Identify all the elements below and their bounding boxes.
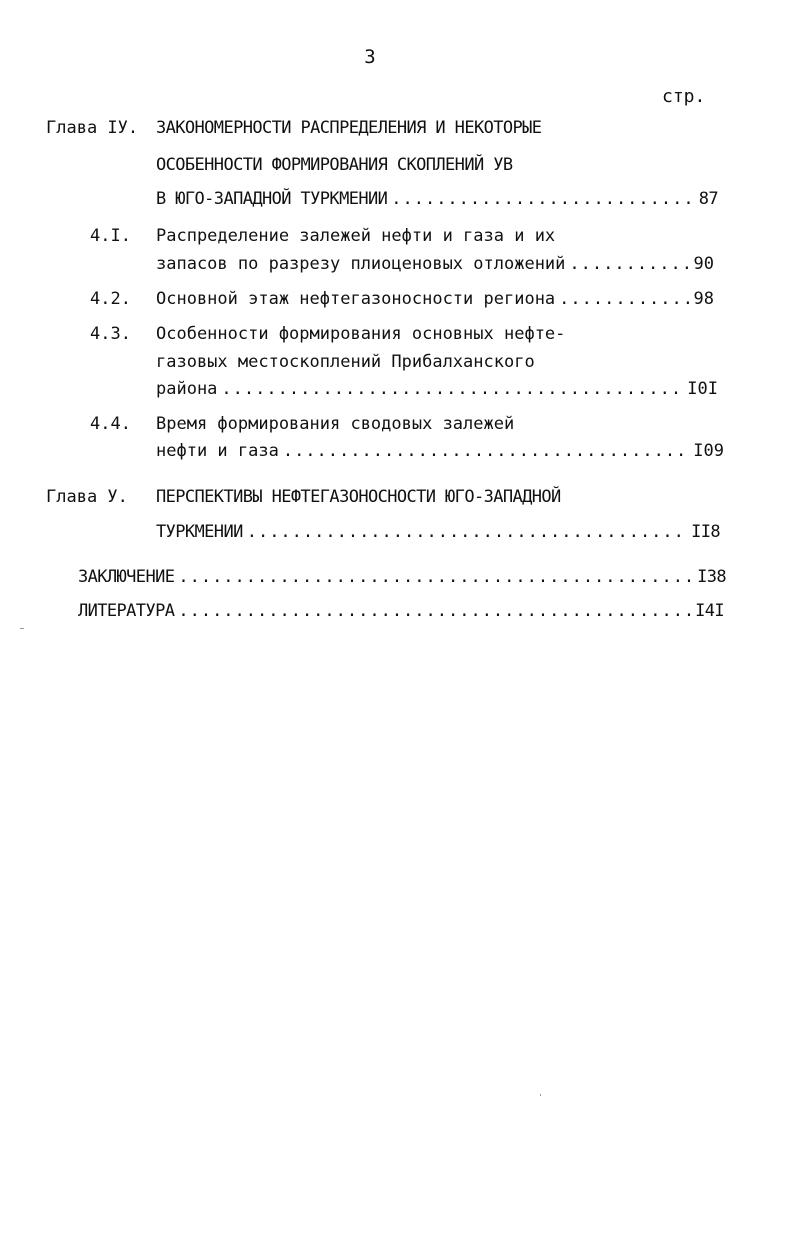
section-4-3-entry[interactable] — [156, 379, 718, 399]
section-4-3-line-1 — [156, 324, 565, 344]
toc-text: района — [156, 379, 218, 399]
toc-text: Особенности формирования основных нефте- — [156, 324, 566, 344]
toc-text: запасов по разрезу плиоценовых отложений — [156, 254, 566, 274]
dot-leader — [559, 289, 689, 309]
toc-text: ТУРКМЕНИИ — [156, 522, 243, 542]
chapter-4-title-line-1 — [156, 118, 541, 138]
toc-page-number: I38 — [697, 567, 726, 587]
toc-text: В ЮГО-ЗАПАДНОЙ ТУРКМЕНИИ — [156, 189, 388, 209]
section-4-1-line-1 — [156, 226, 555, 246]
toc-page-number: II8 — [691, 522, 720, 542]
section-4-1-entry[interactable] — [156, 254, 714, 274]
conclusion-entry[interactable] — [78, 567, 726, 587]
section-number: 4.I. — [90, 226, 131, 246]
toc-page-number: 90 — [693, 254, 714, 274]
section-4-4-line-1 — [156, 414, 514, 434]
toc-page-number: I09 — [693, 441, 724, 461]
dot-leader — [283, 441, 689, 461]
chapter-5-label: Глава У. — [46, 487, 128, 507]
scan-speck — [540, 1094, 541, 1096]
page-column-label: стр. — [662, 86, 706, 107]
chapter-5-title-line-1 — [156, 487, 561, 507]
chapter-4-entry[interactable] — [156, 189, 718, 209]
toc-text: ЗАКЛЮЧЕНИЕ — [78, 567, 175, 587]
section-4-4-entry[interactable] — [156, 441, 724, 461]
toc-text: ЛИТЕРАТУРА — [78, 601, 175, 621]
scan-speck — [20, 628, 24, 629]
section-4-3-line-2 — [156, 352, 535, 372]
section-number: 4.3. — [90, 324, 131, 344]
literature-entry[interactable] — [78, 601, 724, 621]
toc-text: ОСОБЕННОСТИ ФОРМИРОВАНИЯ СКОПЛЕНИЙ УВ — [156, 155, 513, 175]
toc-text: Время формирования сводовых залежей — [156, 414, 515, 434]
dot-leader — [221, 379, 683, 399]
section-number: 4.4. — [90, 414, 131, 434]
toc-text: ЗАКОНОМЕРНОСТИ РАСПРЕДЕЛЕНИЯ И НЕКОТОРЫЕ — [156, 118, 542, 138]
dot-leader — [391, 189, 694, 209]
toc-page-number: 98 — [693, 289, 714, 309]
toc-text: ПЕРСПЕКТИВЫ НЕФТЕГАЗОНОСНОСТИ ЮГО-ЗАПАДНОЙ — [156, 487, 561, 507]
chapter-4-label: Глава IУ. — [46, 118, 139, 138]
section-number: 4.2. — [90, 289, 131, 309]
toc-text: Основной этаж нефтегазоносности региона — [156, 289, 556, 309]
dot-leader — [569, 254, 689, 274]
section-4-2-entry[interactable] — [156, 289, 714, 309]
dot-leader — [178, 601, 691, 621]
toc-text: нефти и газа — [156, 441, 279, 461]
chapter-4-title-line-2 — [156, 155, 513, 175]
page-number: 3 — [364, 46, 376, 68]
toc-page-number: I4I — [695, 601, 724, 621]
dot-leader — [247, 522, 687, 542]
dot-leader — [178, 567, 693, 587]
toc-text: газовых местоскоплений Прибалханского — [156, 352, 535, 372]
chapter-5-entry[interactable] — [156, 522, 720, 542]
toc-page-number: 87 — [698, 189, 718, 209]
toc-page-number: I0I — [687, 379, 718, 399]
toc-text: Распределение залежей нефти и газа и их — [156, 226, 556, 246]
